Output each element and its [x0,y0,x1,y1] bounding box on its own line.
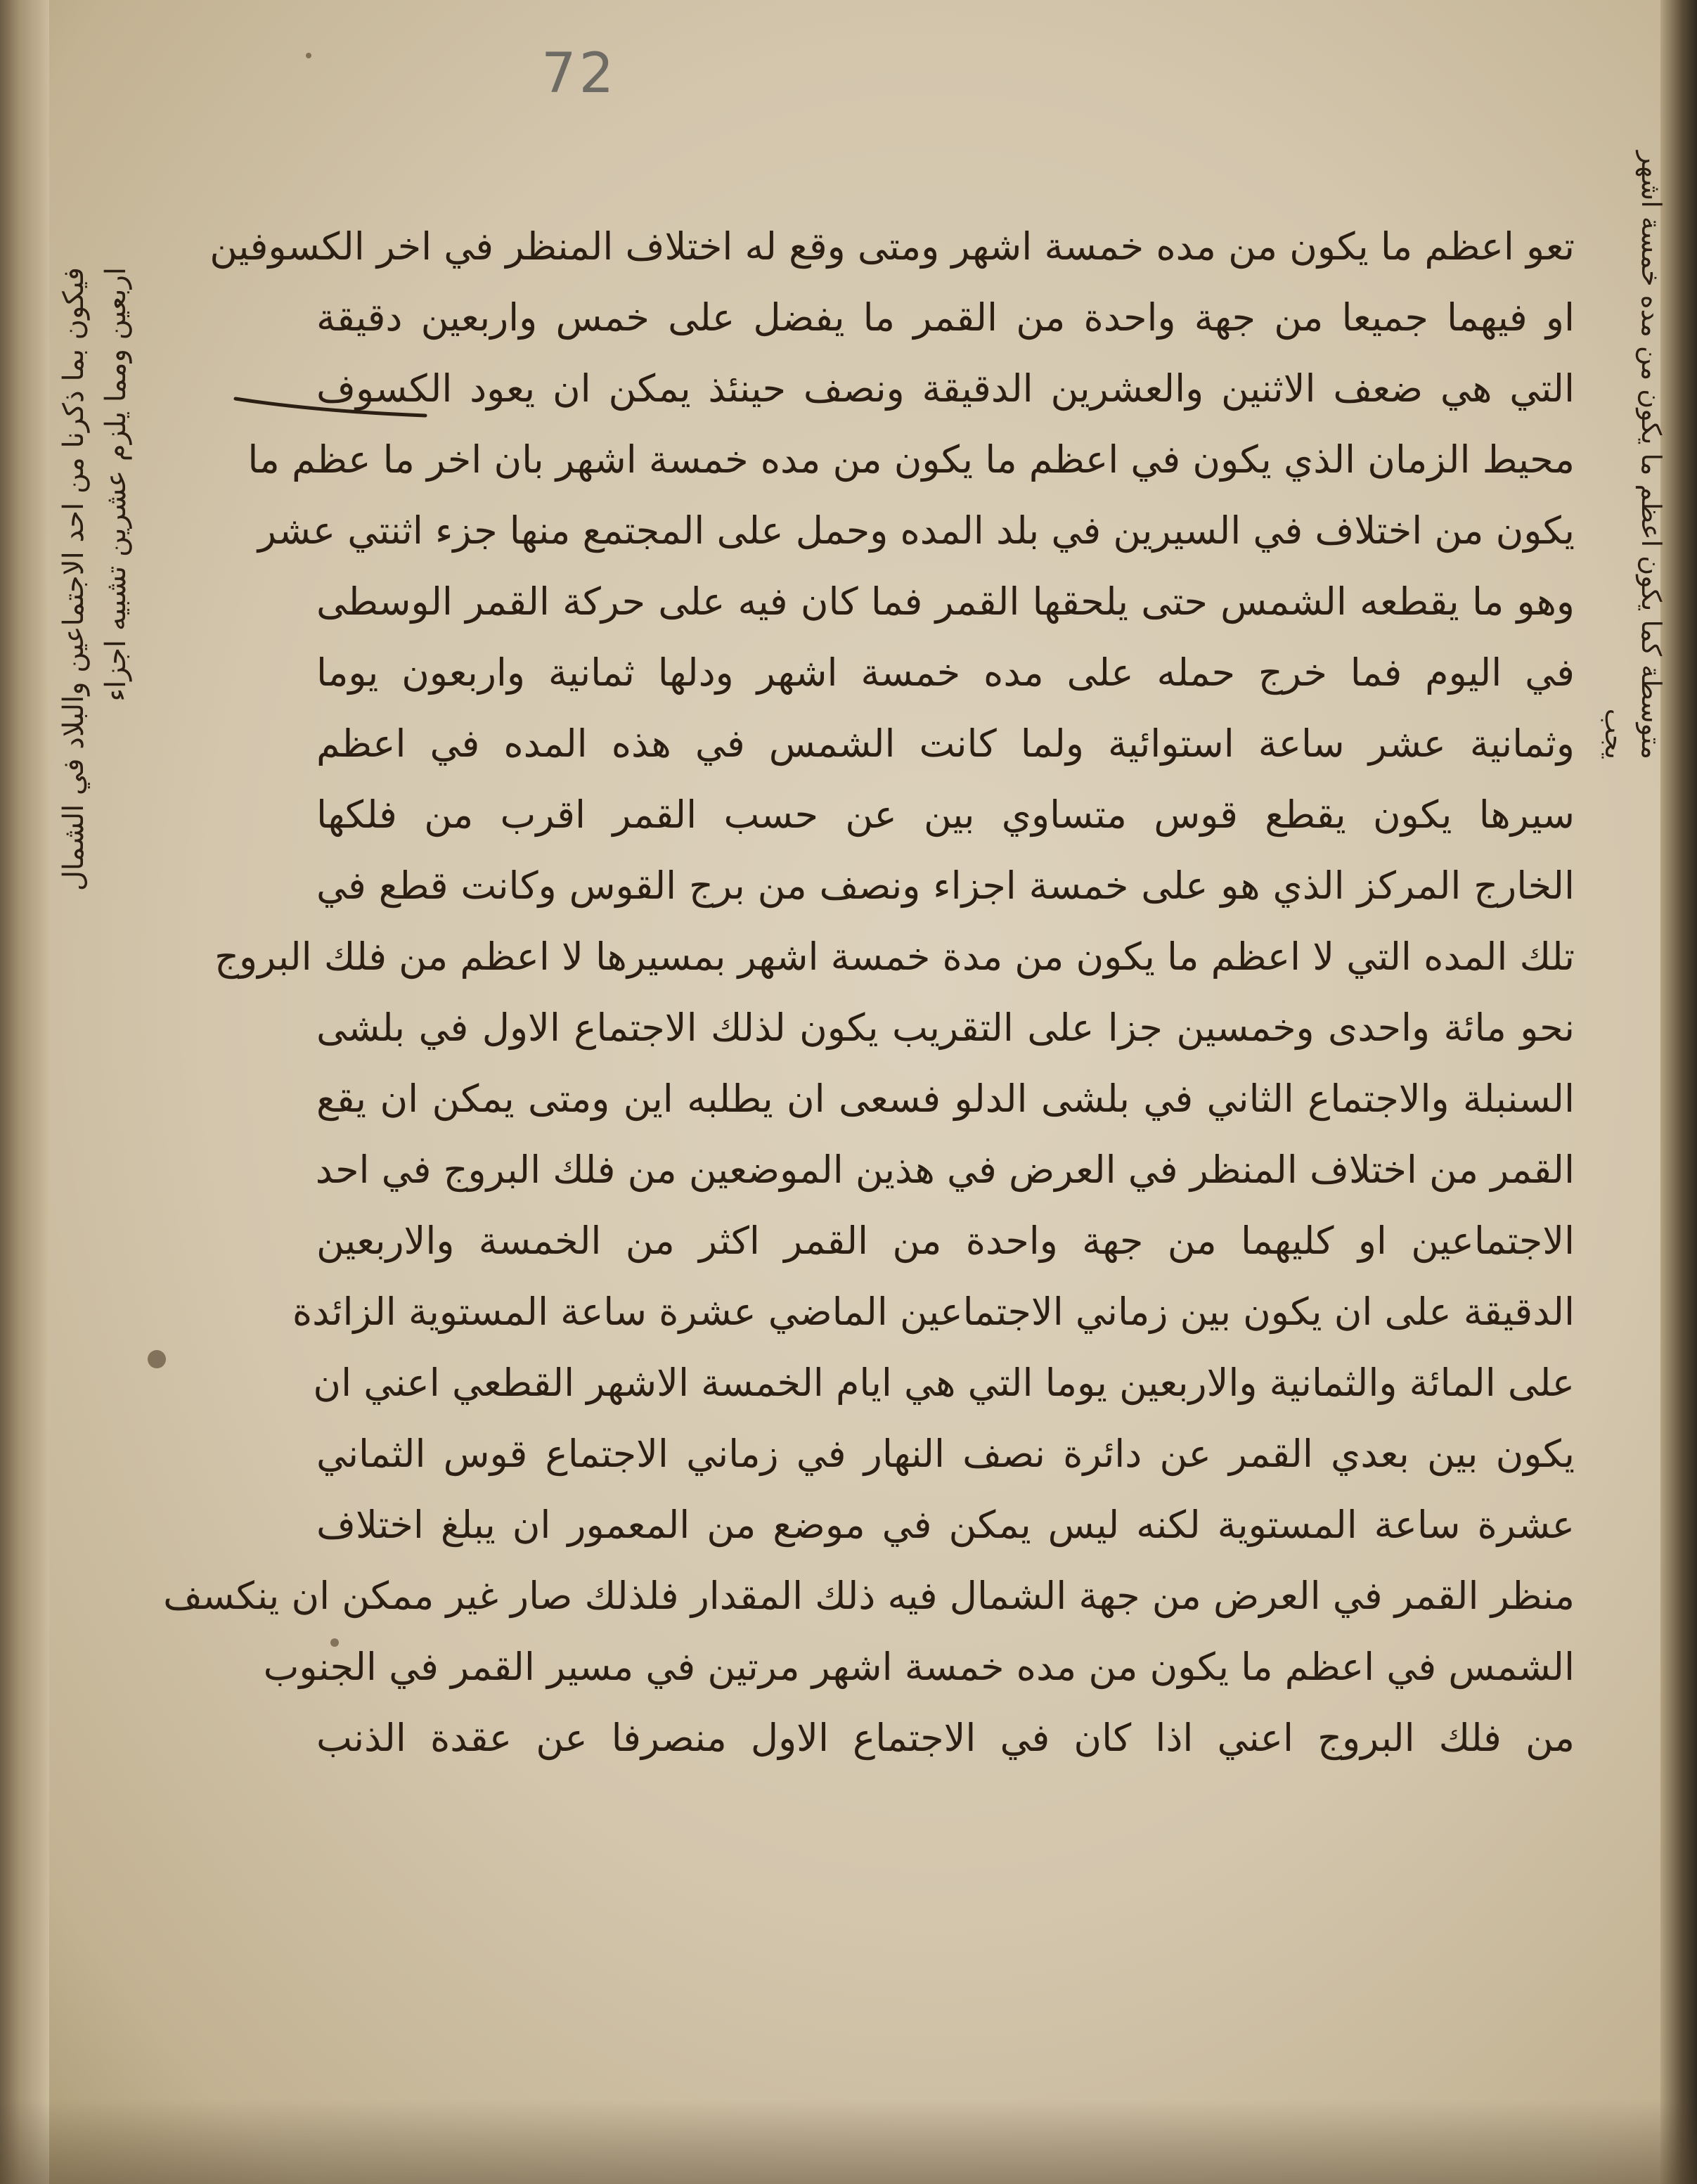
text-line: الاجتماعين او كليهما من جهة واحدة من القمر اكثر من الخمسة والاربعين [316,1219,1575,1263]
margin-note-right-line: متوسطة كما يكون اعظم ما يكون من مده خمسة اشهر [1636,150,1667,759]
text-line: القمر من اختلاف المنظر في العرض في هذين الموضعين من فلك البروج في احد [315,1148,1575,1192]
text-line: سيرها يكون يقطع قوس متساوي بين عن حسب القمر اقرب من فلكها [316,792,1575,837]
text-line: يكون من اختلاف في السيرين في بلد المده وحمل على المجتمع منها جزء اثنتي عشر [257,508,1575,553]
text-line: الدقيقة على ان يكون بين زماني الاجتماعين الماضي عشرة ساعة المستوية الزائدة [292,1290,1575,1334]
text-line: تلك المده التي لا اعظم ما يكون من مدة خمسة اشهر بمسيرها لا اعظم من فلك البروج [214,934,1575,979]
text-line: التي هي ضعف الاثنين والعشرين الدقيقة ونصف حينئذ يمكن ان يعود الكسوف [316,366,1575,411]
ink-stain [148,1350,166,1368]
text-line: من فلك البروج اعني اذا كان في الاجتماع الاول منصرفا عن عقدة الذنب [316,1716,1575,1760]
main-text-block [163,211,1575,1934]
page-left-edge [0,0,49,2184]
ink-speck [306,53,311,58]
margin-note-right [1564,127,1670,759]
margin-note-right-line: يجب [1599,708,1630,759]
text-line: نحو مائة واحدى وخمسين جزا على التقريب يكون لذلك الاجتماع الاول في بلشى [316,1006,1575,1050]
text-line: السنبلة والاجتماع الثاني في بلشى الدلو فسعى ان يطلبه اين ومتى يمكن ان يقع [316,1077,1575,1121]
text-line: يكون بين بعدي القمر عن دائرة نصف النهار في زماني الاجتماع قوس الثماني [316,1432,1575,1476]
text-line: تعو اعظم ما يكون من مده خمسة اشهر ومتى وقع له اختلاف المنظر في اخر الكسوفين [209,224,1575,269]
page-bottom-shadow [0,2100,1697,2184]
text-line: محيط الزمان الذي يكون في اعظم ما يكون من مده خمسة اشهر بان اخر ما عظم ما [247,437,1575,482]
text-line: منظر القمر في العرض من جهة الشمال فيه ذلك المقدار فلذلك صار غير ممكن ان ينكسف [163,1574,1575,1618]
text-line: على المائة والثمانية والاربعين يوما التي هي ايام الخمسة الاشهر القطعي اعني ان [313,1361,1575,1405]
text-line: او فيهما جميعا من جهة واحدة من القمر ما يفضل على خمس واربعين دقيقة [316,295,1575,340]
margin-note-left-line: اربعين ومما يلزم عشرين تشبيه اجزاء [100,267,132,702]
text-line: الخارج المركز الذي هو على خمسة اجزاء ونصف من برج القوس وكانت قطع في [316,863,1575,908]
text-line: وهو ما يقطعه الشمس حتى يلحقها القمر فما كان فيه على حركة القمر الوسطى [316,579,1575,624]
folio-number: 72 [541,42,617,105]
text-line: الشمس في اعظم ما يكون من مده خمسة اشهر مرتين في مسير القمر في الجنوب [263,1645,1575,1689]
text-line: في اليوم فما خرج حمله على مده خمسة اشهر ودلها ثمانية واربعون يوما [316,650,1575,695]
margin-note-left-line: فيكون بما ذكرنا من احد الاجتماعين والبلاد في الشمال [58,267,90,892]
margin-note-left [53,267,179,892]
text-line: وثمانية عشر ساعة استوائية ولما كانت الشمس في هذه المده في اعظم [316,721,1575,766]
text-line: عشرة ساعة المستوية لكنه ليس يمكن في موضع من المعمور ان يبلغ اختلاف [316,1503,1575,1547]
